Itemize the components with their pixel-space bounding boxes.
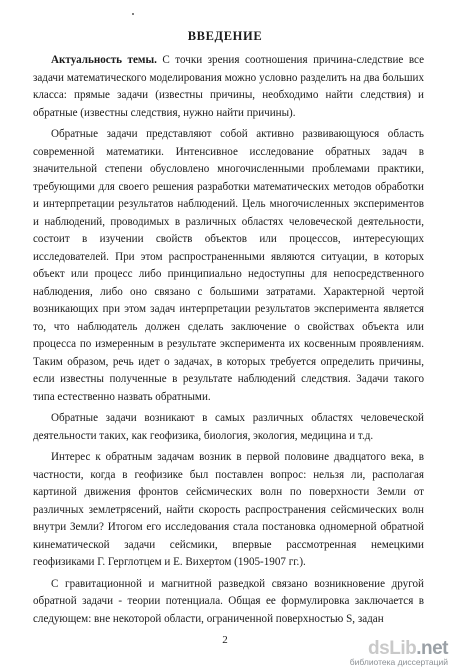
page-number: 2 (222, 634, 228, 646)
watermark-logo: dsLib.net (368, 638, 448, 659)
paragraph-text: Обратные задачи представляют собой активно развивающуюся область современной математики. Интенсивное исследование обратных задач в значительной степени обусловлено многочисленными проблемами практики, требующими для своего решения разработки математических методов обработки и интерпретации результатов наблюдений. Цель многочисленных экспериментов и наблюдений, проводимых в различных областях человеческой деятельности, состоит в изучении свойств объектов или процессов, интересующих исследователей. При этом распространенными являются ситуации, в которых объект или процесс либо принципиально недоступны для непосредственного наблюдения, либо оно связано с большими затратами. Характерной чертой возникающих при этом задач интерпретации результатов эксперимента является то, что наблюдатель должен сделать заключение о свойствах объекта или процесса по измеренным в результате эксперимента их косвенным проявлениям. Таким образом, речь идет о задачах, в которых требуется определить причины, если известны полученные в результате наблюдений следствия. Задачи такого типа естественно назвать обратными. (33, 128, 424, 403)
paragraph-4 (33, 449, 424, 572)
page-title: ВВЕДЕНИЕ (187, 29, 263, 43)
paragraph-text: Обратные задачи возникают в самых различных областях человеческой деятельности таких, как геофизика, биология, экология, медицина и т.д. (33, 412, 424, 442)
paragraph-3 (33, 410, 424, 445)
paragraph-5 (33, 576, 424, 629)
watermark (340, 640, 448, 666)
paragraph-text: Интерес к обратным задачам возник в первой половине двадцатого века, в частности, когда в геофизике был поставлен вопрос: нельзя ли, располагая картиной движения фронтов сейсмических волн по поверхности Земли от различных землетрясений, найти скорость распространения сейсмических волн внутри Земли? Итогом его исследования стала постановка одномерной обратной кинематической задачи сейсмики, впервые рассмотренная немецкими геофизиками Г. Герглотцем и Е. Вихертом (1905-1907 гг.). (33, 451, 424, 568)
paragraph-text: С гравитационной и магнитной разведкой связано возникновение другой обратной задачи - теории потенциала. Общая ее формулировка заключается в следующем: вне некоторой области, ограниченной поверхностью S, задан (33, 577, 424, 625)
document-body (33, 52, 424, 628)
paragraph-2 (33, 126, 424, 406)
scan-speck (132, 13, 134, 15)
paragraph-lead: Актуальность темы. (51, 54, 157, 66)
paragraph-1 (33, 52, 424, 122)
watermark-subtitle: библиотека диссертаций (349, 657, 448, 667)
paragraph-text: С точки зрения соотношения причина-следствие все задачи математического моделирования можно условно разделить на два больших класса: прямые задачи (известны причины, необходимо найти следствия) и обратные (известны следствия, нужно найти причины). (33, 54, 424, 119)
